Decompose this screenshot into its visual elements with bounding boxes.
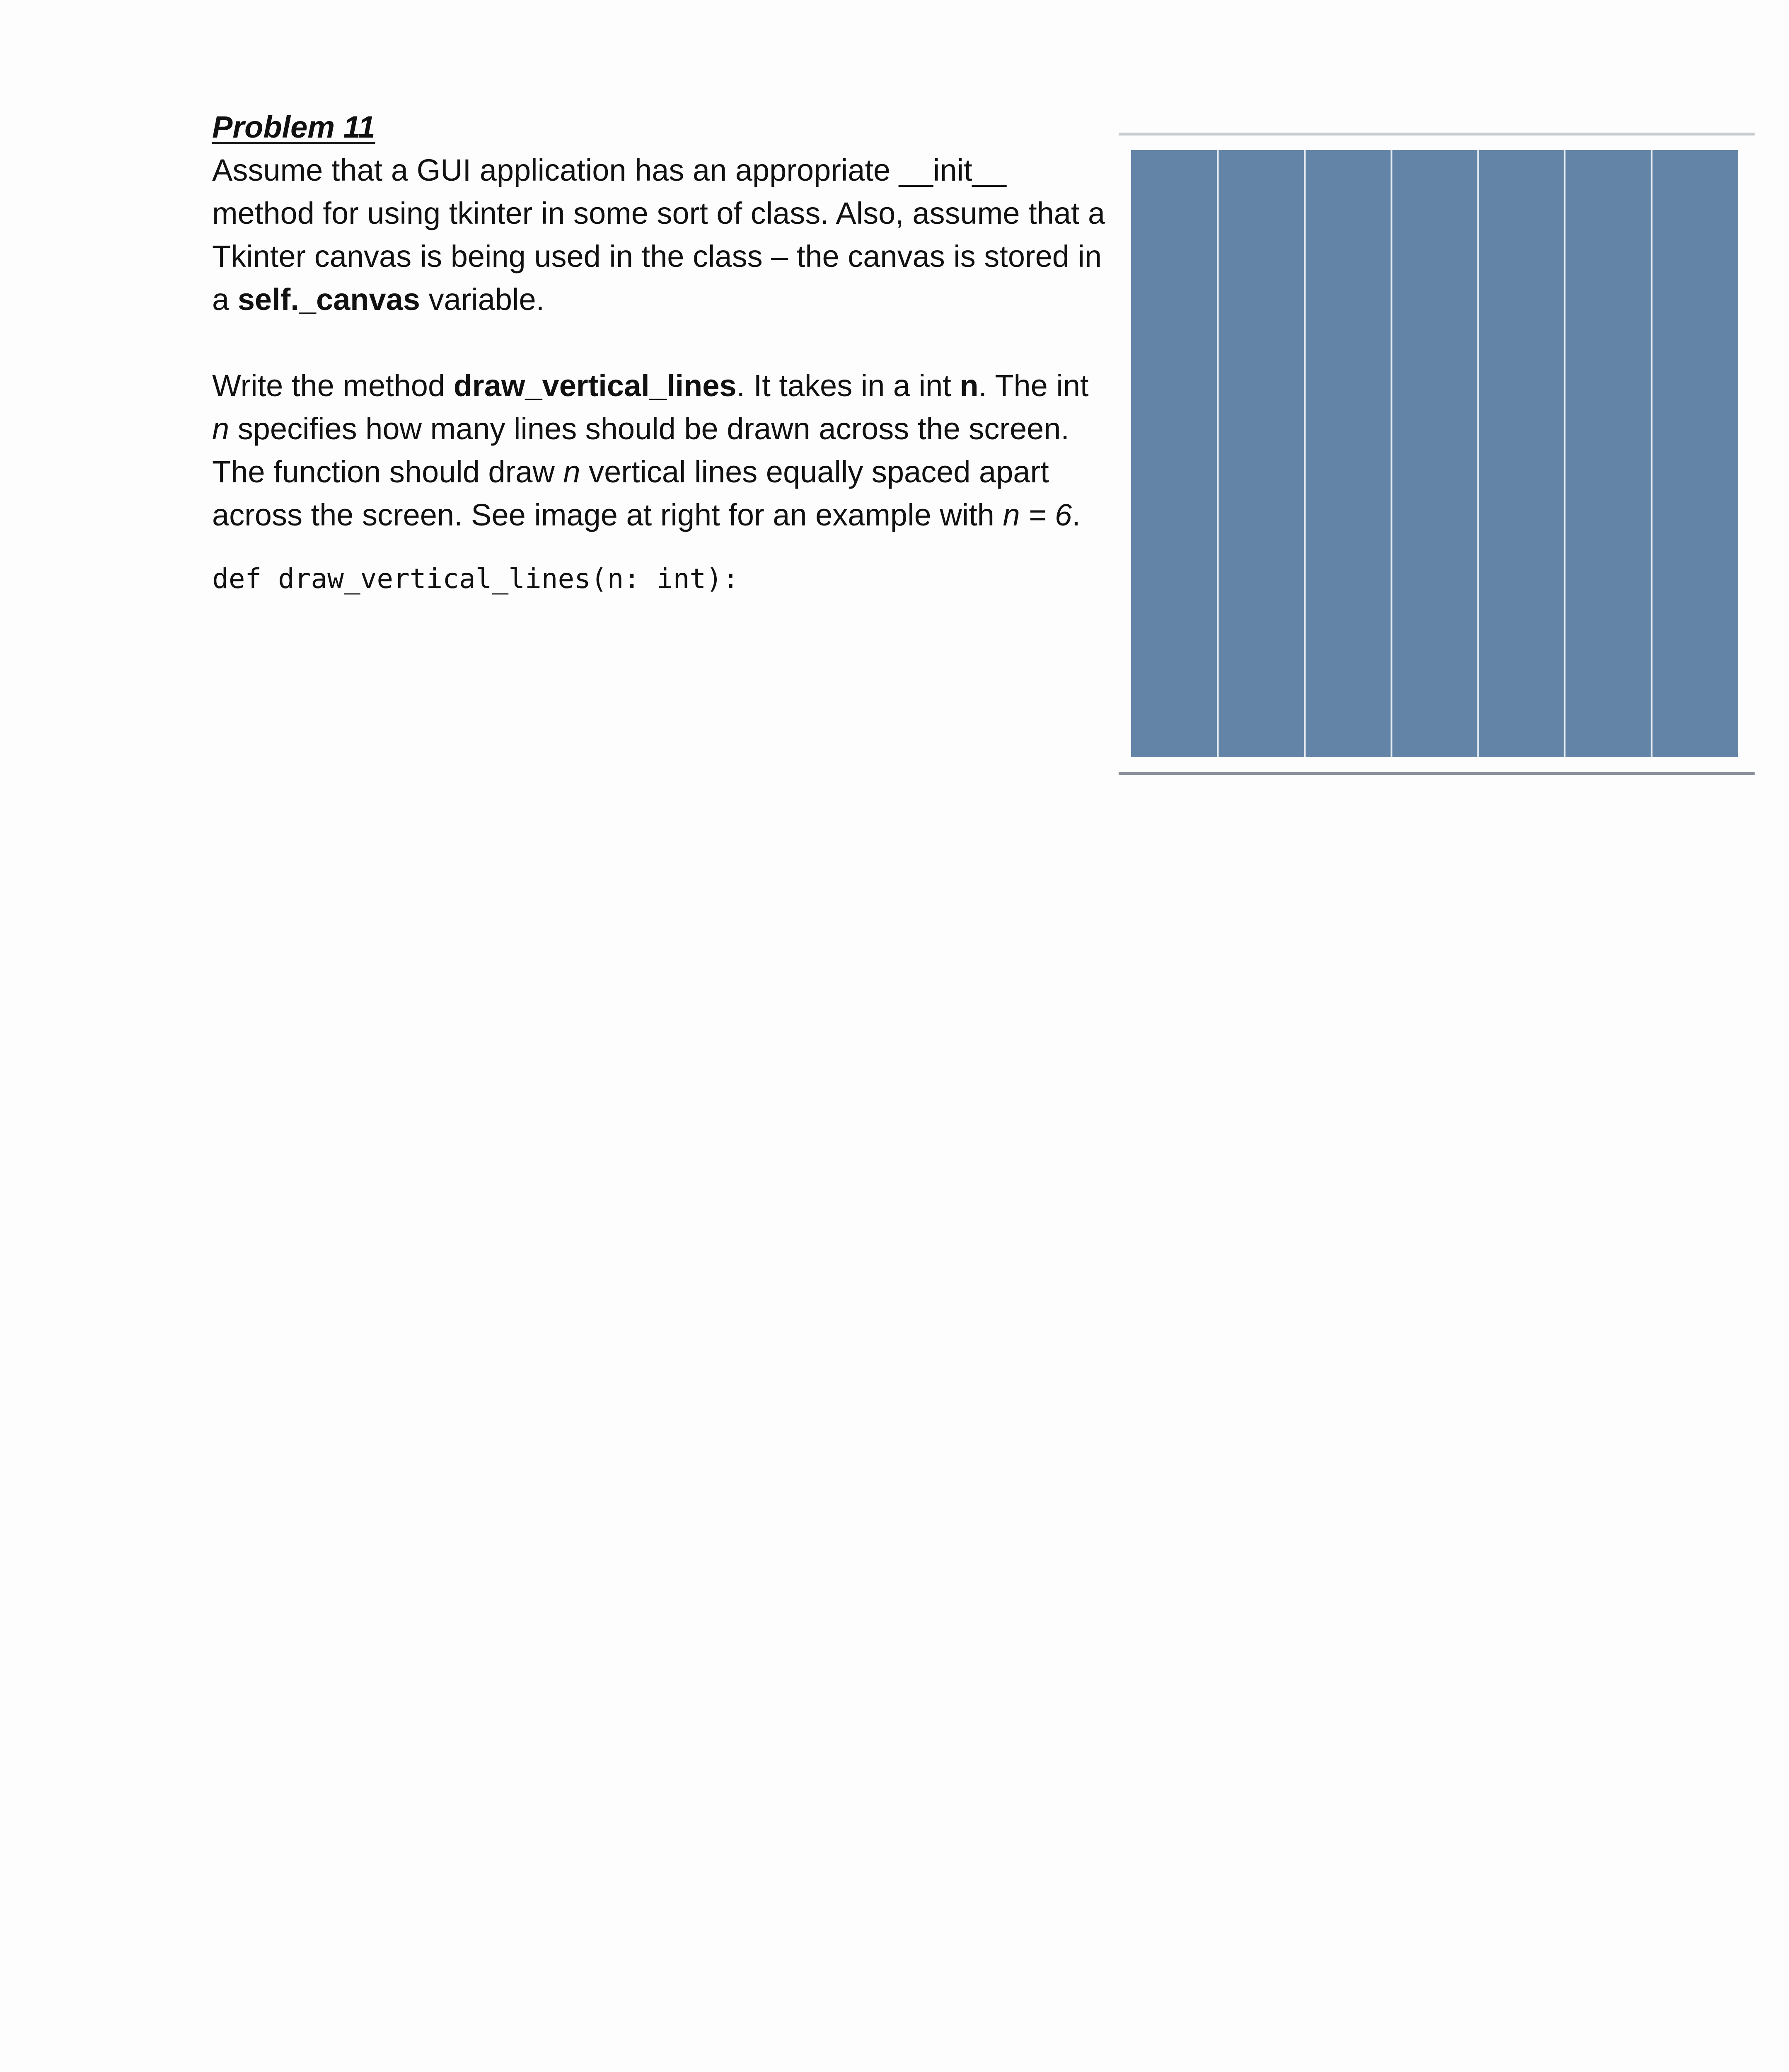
p2-text-a: Write the method <box>212 368 454 403</box>
code-signature: def draw_vertical_lines(n: int): <box>212 563 739 595</box>
p2-param-n: n <box>960 368 979 403</box>
p2-text-c: . It takes in a int <box>736 368 960 403</box>
example-canvas-figure <box>1119 133 1755 775</box>
p2-italic-n-2: n <box>563 455 580 489</box>
problem-paragraph-2 <box>212 364 1111 537</box>
paragraph-gap <box>212 321 1111 364</box>
figure-top-rule <box>1119 133 1755 136</box>
p1-text-a: Assume that a GUI application has an appropriate __init__ method for using tkinter in some sort of class. Also, assume that a Tkinter canvas is being used in the class – the canvas is stored in a <box>212 153 1105 317</box>
p2-text-e: . The int <box>978 368 1089 403</box>
p2-example-n: n = 6 <box>1003 498 1072 532</box>
problem-paragraph-1 <box>212 149 1111 321</box>
p2-method-name: draw_vertical_lines <box>453 368 737 403</box>
problem-text <box>212 106 1111 600</box>
p1-canvas-var: self._canvas <box>237 282 420 317</box>
p2-text-i: vertical lines equally spaced apart across the screen. See image at right for an example with <box>212 455 1049 532</box>
p2-italic-n-1: n <box>212 411 230 446</box>
problem-title: Problem 11 <box>212 110 375 144</box>
canvas-background <box>1131 150 1738 757</box>
p2-text-g: specifies how many lines should be drawn across the screen. The function should draw <box>212 411 1069 489</box>
example-canvas <box>1131 150 1738 757</box>
figure-bottom-rule <box>1119 772 1755 775</box>
p1-text-c: variable. <box>420 282 545 317</box>
p2-text-k: . <box>1072 498 1081 532</box>
